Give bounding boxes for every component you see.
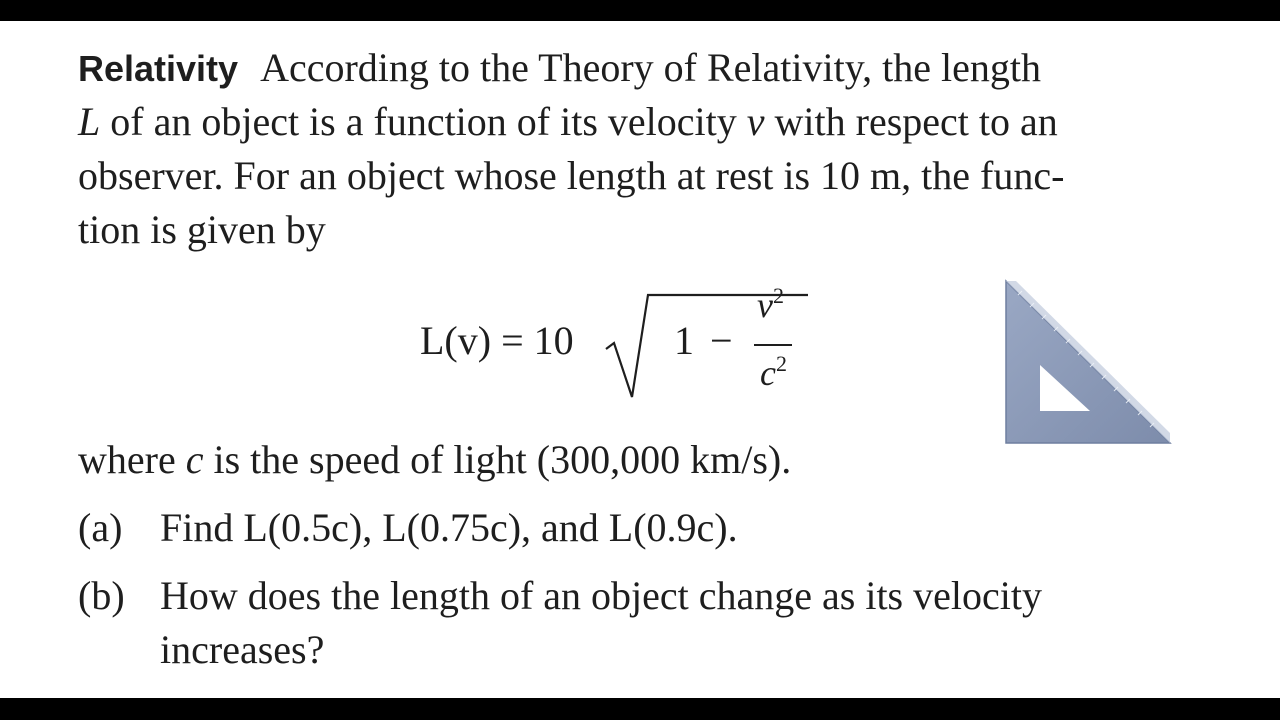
intro-text-1: According to the Theory of Relativity, the length bbox=[260, 45, 1041, 90]
textbook-page bbox=[0, 21, 1280, 698]
part-b bbox=[78, 569, 1042, 677]
where-var-c: c bbox=[185, 437, 204, 482]
part-a-label: (a) bbox=[78, 505, 123, 550]
problem-intro bbox=[78, 41, 1064, 257]
where-suffix: is the speed of light (300,000 km/s). bbox=[203, 437, 792, 482]
formula-lhs-text: L(v) = 10 bbox=[420, 318, 574, 363]
numerator-exponent: 2 bbox=[772, 283, 784, 308]
problem-heading: Relativity bbox=[78, 48, 239, 89]
fraction-numerator bbox=[757, 283, 784, 326]
denominator-exponent: 2 bbox=[775, 351, 787, 376]
intro-line-2 bbox=[78, 95, 1064, 149]
intro-line-4: tion is given by bbox=[78, 207, 326, 252]
where-line bbox=[78, 433, 791, 487]
intro-text-2-tail: with respect to an bbox=[764, 99, 1058, 144]
var-L: L bbox=[78, 99, 101, 144]
intro-text-2: of an object is a function of its velocity bbox=[100, 99, 747, 144]
numerator-var: v bbox=[757, 285, 773, 325]
radicand-one: 1 bbox=[674, 318, 694, 363]
part-b-label: (b) bbox=[78, 573, 125, 618]
set-square-icon bbox=[1002, 277, 1174, 447]
minus-sign: − bbox=[710, 318, 733, 363]
var-v: v bbox=[746, 99, 765, 144]
denominator-var: c bbox=[760, 353, 776, 393]
intro-line-3: observer. For an object whose length at rest is 10 m, the func- bbox=[78, 153, 1065, 198]
length-formula bbox=[420, 277, 820, 417]
part-b-text-2: increases? bbox=[160, 627, 325, 672]
part-a bbox=[78, 501, 738, 555]
fraction-denominator bbox=[760, 351, 787, 394]
part-b-text-1: How does the length of an object change as its velocity bbox=[160, 573, 1042, 618]
where-prefix: where bbox=[78, 437, 186, 482]
part-a-text: Find L(0.5c), L(0.75c), and L(0.9c). bbox=[160, 505, 738, 550]
intro-line-1 bbox=[78, 41, 1064, 95]
